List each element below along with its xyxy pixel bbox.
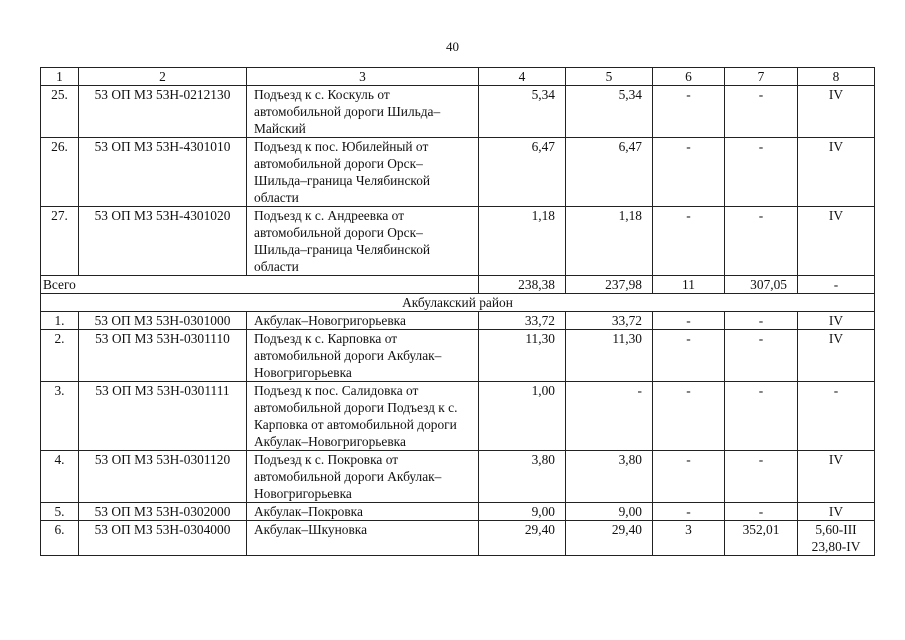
row-number: 5. <box>41 503 79 521</box>
road-code: 53 ОП МЗ 53Н-0304000 <box>79 521 247 556</box>
total-bridges-count: 11 <box>653 276 725 294</box>
table-row <box>41 503 875 521</box>
row-number: 26. <box>41 138 79 207</box>
table-row <box>41 312 875 330</box>
road-code: 53 ОП МЗ 53Н-0301120 <box>79 451 247 503</box>
table-row <box>41 207 875 276</box>
column-header-5: 5 <box>566 68 653 86</box>
table-row <box>41 138 875 207</box>
table-row <box>41 521 875 556</box>
road-name: Подъезд к с. Коскуль от автомобильной дороги Шильда–Майский <box>247 86 479 138</box>
total-category: - <box>798 276 875 294</box>
total-length: 238,38 <box>479 276 566 294</box>
bridges-count: - <box>653 503 725 521</box>
column-header-4: 4 <box>479 68 566 86</box>
length-value: 33,72 <box>479 312 566 330</box>
row-number: 3. <box>41 382 79 451</box>
row-number: 6. <box>41 521 79 556</box>
row-number: 27. <box>41 207 79 276</box>
road-name: Подъезд к пос. Юбилейный от автомобильной дороги Орск–Шильда–граница Челябинской области <box>247 138 479 207</box>
bridges-count: - <box>653 207 725 276</box>
road-code: 53 ОП МЗ 53Н-0301111 <box>79 382 247 451</box>
district-heading: Акбулакский район <box>41 294 875 312</box>
bridges-length: - <box>725 86 798 138</box>
column-header-1: 1 <box>41 68 79 86</box>
row-number: 2. <box>41 330 79 382</box>
road-name: Акбулак–Шкуновка <box>247 521 479 556</box>
bridges-length: - <box>725 330 798 382</box>
table-row <box>41 382 875 451</box>
road-name: Акбулак–Новогригорьевка <box>247 312 479 330</box>
bridges-count: - <box>653 330 725 382</box>
length-value: 29,40 <box>479 521 566 556</box>
road-code: 53 ОП МЗ 53Н-0301110 <box>79 330 247 382</box>
table-body <box>41 68 875 556</box>
column-header-8: 8 <box>798 68 875 86</box>
road-name: Подъезд к пос. Салидовка от автомобильной дороги Подъезд к с. Карповка от автомобильной дороги Акбулак–Новогригорьевка <box>247 382 479 451</box>
length-value: 5,34 <box>479 86 566 138</box>
road-code: 53 ОП МЗ 53Н-0212130 <box>79 86 247 138</box>
road-name: Подъезд к с. Андреевка от автомобильной дороги Орск–Шильда–граница Челябинской области <box>247 207 479 276</box>
length-value: 3,80 <box>479 451 566 503</box>
bridges-count: 3 <box>653 521 725 556</box>
road-name: Акбулак–Покровка <box>247 503 479 521</box>
roads-table <box>40 67 875 556</box>
road-category: IV <box>798 207 875 276</box>
paved-length-value: 1,18 <box>566 207 653 276</box>
road-category: 5,60-III 23,80-IV <box>798 521 875 556</box>
road-category: IV <box>798 503 875 521</box>
length-value: 6,47 <box>479 138 566 207</box>
road-name: Подъезд к с. Покровка от автомобильной дороги Акбулак–Новогригорьевка <box>247 451 479 503</box>
road-code: 53 ОП МЗ 53Н-0302000 <box>79 503 247 521</box>
column-header-3: 3 <box>247 68 479 86</box>
road-code: 53 ОП МЗ 53Н-0301000 <box>79 312 247 330</box>
length-value: 1,18 <box>479 207 566 276</box>
bridges-length: - <box>725 451 798 503</box>
bridges-count: - <box>653 86 725 138</box>
table-row <box>41 451 875 503</box>
column-header-7: 7 <box>725 68 798 86</box>
road-code: 53 ОП МЗ 53Н-4301020 <box>79 207 247 276</box>
row-number: 25. <box>41 86 79 138</box>
row-number: 1. <box>41 312 79 330</box>
bridges-count: - <box>653 382 725 451</box>
bridges-count: - <box>653 451 725 503</box>
road-code: 53 ОП МЗ 53Н-4301010 <box>79 138 247 207</box>
column-header-2: 2 <box>79 68 247 86</box>
total-row <box>41 276 875 294</box>
table-row <box>41 86 875 138</box>
bridges-length: - <box>725 312 798 330</box>
paved-length-value: 29,40 <box>566 521 653 556</box>
bridges-length: - <box>725 138 798 207</box>
paved-length-value: 11,30 <box>566 330 653 382</box>
row-number: 4. <box>41 451 79 503</box>
column-header-6: 6 <box>653 68 725 86</box>
road-category: IV <box>798 86 875 138</box>
length-value: 11,30 <box>479 330 566 382</box>
bridges-count: - <box>653 312 725 330</box>
paved-length-value: - <box>566 382 653 451</box>
paved-length-value: 6,47 <box>566 138 653 207</box>
length-value: 9,00 <box>479 503 566 521</box>
page-number: 40 <box>446 39 459 54</box>
bridges-count: - <box>653 138 725 207</box>
paved-length-value: 3,80 <box>566 451 653 503</box>
road-name: Подъезд к с. Карповка от автомобильной дороги Акбулак–Новогригорьевка <box>247 330 479 382</box>
total-paved-length: 237,98 <box>566 276 653 294</box>
table-row <box>41 330 875 382</box>
bridges-length: - <box>725 382 798 451</box>
total-bridges-length: 307,05 <box>725 276 798 294</box>
bridges-length: - <box>725 503 798 521</box>
total-label: Всего <box>41 276 479 294</box>
district-row <box>41 294 875 312</box>
road-category: - <box>798 382 875 451</box>
paved-length-value: 5,34 <box>566 86 653 138</box>
paved-length-value: 33,72 <box>566 312 653 330</box>
road-category: IV <box>798 330 875 382</box>
road-category: IV <box>798 451 875 503</box>
road-category: IV <box>798 138 875 207</box>
bridges-length: - <box>725 207 798 276</box>
paved-length-value: 9,00 <box>566 503 653 521</box>
length-value: 1,00 <box>479 382 566 451</box>
road-category: IV <box>798 312 875 330</box>
header-row <box>41 68 875 86</box>
bridges-length: 352,01 <box>725 521 798 556</box>
